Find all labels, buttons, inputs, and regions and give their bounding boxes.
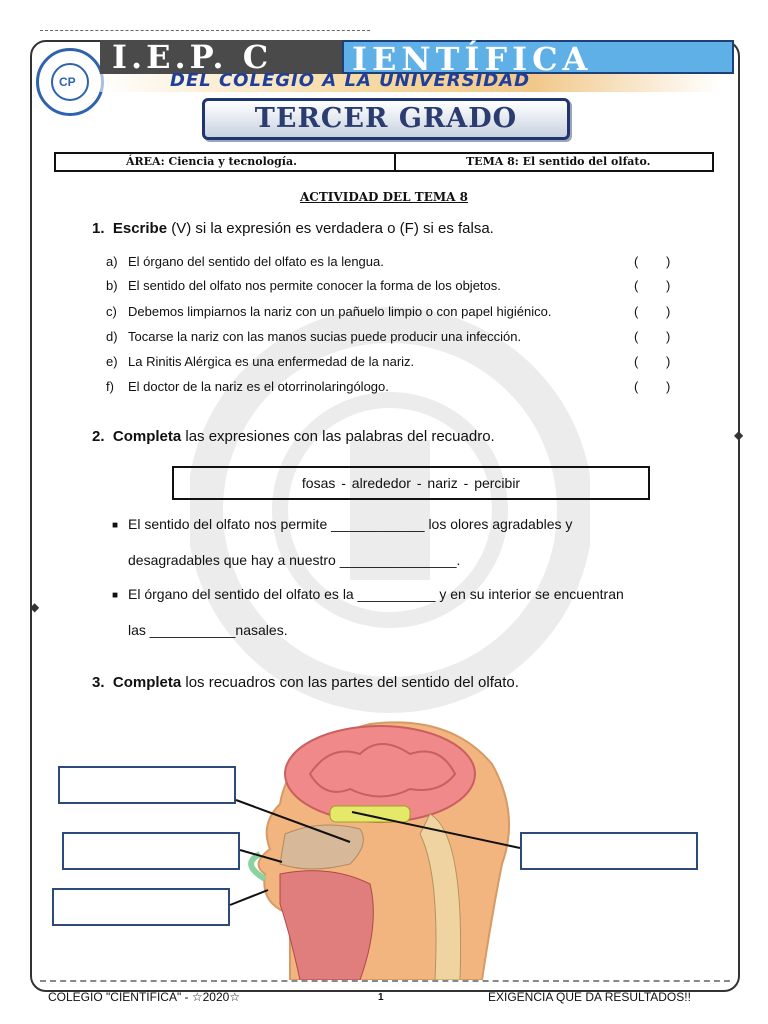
statement-a: a) El órgano del sentido del olfato es la lengua. [106, 254, 384, 269]
area-cell: ÁREA: Ciencia y tecnología. [56, 154, 396, 170]
statement-b: b) El sentido del olfato nos permite conocer la forma de los objetos. [106, 278, 501, 293]
page-number: 1 [378, 992, 384, 1003]
answer-blank-a[interactable]: ( ) [634, 254, 671, 269]
activity-title: ACTIVIDAD DEL TEMA 8 [300, 190, 468, 204]
question-3-heading: 3. Completa los recuadros con las partes del sentido del olfato. [92, 674, 519, 691]
answer-blank-b[interactable]: ( ) [634, 278, 671, 293]
fill-in-sentence-1-cont[interactable]: desagradables que hay a nuestro _______________. [128, 552, 461, 568]
footer-divider [40, 980, 730, 982]
side-marker-right: ◆ [734, 428, 744, 442]
answer-blank-e[interactable]: ( ) [634, 354, 671, 369]
answer-blank-f[interactable]: ( ) [634, 379, 671, 394]
bullet-square-icon: ■ [112, 519, 119, 531]
answer-blank-d[interactable]: ( ) [634, 329, 671, 344]
fill-in-sentence-2[interactable]: ■ El órgano del sentido del olfato es la __________ y en su interior se encuentran [112, 586, 624, 602]
diagram-label-box-1[interactable] [58, 766, 236, 804]
question-2-heading: 2. Completa las expresiones con las palabras del recuadro. [92, 428, 495, 445]
diagram-label-box-2[interactable] [62, 832, 240, 870]
question-1-heading: 1. Escribe (V) si la expresión es verdadera o (F) si es falsa. [92, 220, 494, 237]
side-marker-left: ◆ [30, 600, 40, 614]
head-olfactory-diagram [230, 714, 530, 980]
answer-blank-c[interactable]: ( ) [634, 304, 671, 319]
statement-c: c) Debemos limpiarnos la nariz con un pañuelo limpio o con papel higiénico. [106, 304, 552, 319]
bullet-square-icon: ■ [112, 589, 119, 601]
grade-title: TERCER GRADO [202, 98, 570, 140]
statement-d: d) Tocarse la nariz con las manos sucias puede producir una infección. [106, 329, 522, 344]
banner-right-text: IENTÍFICA [342, 40, 734, 74]
fill-in-sentence-1[interactable]: ■ El sentido del olfato nos permite ____________ los olores agradables y [112, 516, 573, 532]
tema-cell: TEMA 8: El sentido del olfato. [466, 155, 651, 168]
school-seal-logo: CP [36, 48, 104, 116]
info-table [54, 152, 714, 172]
footer-motto: EXIGENCIA QUE DA RESULTADOS!! [488, 990, 691, 1004]
school-tagline: DEL COLEGIO A LA UNIVERSIDAD [170, 70, 531, 91]
statement-e: e) La Rinitis Alérgica es una enfermedad de la nariz. [106, 354, 415, 369]
word-bank-box: fosas - alrededor - nariz - percibir [172, 466, 650, 500]
footer-school: COLEGIO "CIENTÍFICA" - ☆2020☆ [48, 990, 241, 1004]
banner-left-text: I.E.P. C [100, 40, 352, 74]
fill-in-sentence-2-cont[interactable]: las ___________nasales. [128, 622, 288, 638]
diagram-label-box-3[interactable] [52, 888, 230, 926]
statement-f: f) El doctor de la nariz es el otorrinolaringólogo. [106, 379, 389, 394]
diagram-label-box-4[interactable] [520, 832, 698, 870]
top-dashed-line [40, 30, 370, 31]
